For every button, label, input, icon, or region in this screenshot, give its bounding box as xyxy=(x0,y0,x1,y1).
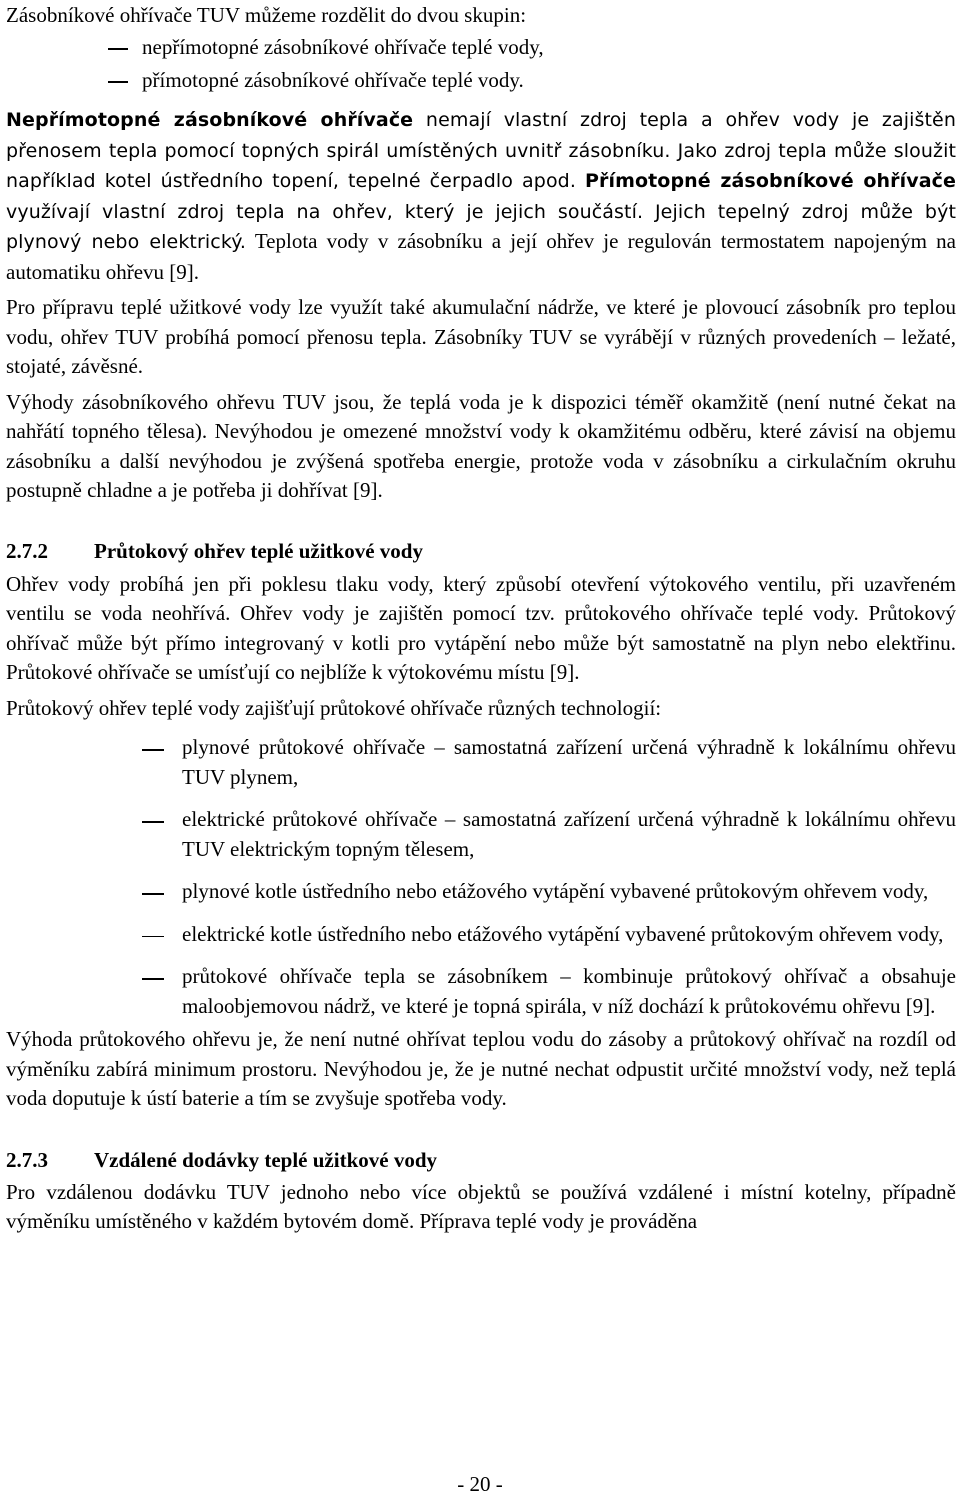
term-indirect-heaters: Nepřímotopné zásobníkové ohřívače xyxy=(6,109,414,131)
section-title: Průtokový ohřev teplé užitkové vody xyxy=(94,538,423,563)
heater-groups-list xyxy=(6,31,956,97)
list-item: plynové průtokové ohřívače – samostatná zařízení určená výhradně k lokálnímu ohřevu TUV plynem, xyxy=(6,733,956,792)
list-item: elektrické kotle ústředního nebo etážového vytápění vybavené průtokovým ohřevem vody, xyxy=(6,920,956,950)
text-span: Jako zdroj tepla může sloužit například kotel ústředního topení, tepelné čerpadlo apod. xyxy=(6,139,956,192)
section-heading-2-7-3 xyxy=(6,1145,956,1175)
paragraph-flow-heating: Ohřev vody probíhá jen při poklesu tlaku vody, který způsobí otevření výtokového ventilu, při uzavřeném ventilu se voda neohřívá. Ohřev vody je zajištěn pomocí tzv. průtokového ohřívače teplé vody. Průtokový ohřívač může být přímo integrovaný v kotli pro vytápění nebo může být samostatně na plyn nebo elektřinu. Průtokové ohřívače se umísťují co nejblíže k výtokovému místu [9]. xyxy=(6,571,956,684)
section-title: Vzdálené dodávky teplé užitkové vody xyxy=(94,1147,438,1172)
text-span: využívají vlastní zdroj tepla na ohřev, který je jejich součástí. Jejich tepelný zdroj může být plynový nebo elektrický. xyxy=(6,200,956,253)
list-item: přímotopné zásobníkové ohřívače teplé vody. xyxy=(6,64,956,97)
section-number: 2.7.3 xyxy=(6,1147,48,1172)
text-span: nemají vlastní zdroj tepla a ohřev vody je zajištěn přenosem tepla pomocí topných spirál umístěných uvnitř zásobníku. xyxy=(6,109,956,162)
paragraph-advantages: Výhody zásobníkového ohřevu TUV jsou, že teplá voda je k dispozici téměř okamžitě (není nutné čekat na nahřátí topného tělesa). Nevýhodou je omezené množství vody k okamžitému odběru, které závisí na objemu zásobníku a další nevýhodou je zvýšená spotřeba energie, protože voda v zásobníku a cirkulačním okruhu postupně chladne a je potřeba ji dohřívat [9]. xyxy=(6,389,956,502)
term-direct-heaters: Přímotopné zásobníkové ohřívače xyxy=(584,170,956,192)
intro-lead: Zásobníkové ohřívače TUV můžeme rozdělit do dvou skupin: xyxy=(6,3,527,27)
technologies-list xyxy=(6,733,956,1021)
section-heading-2-7-2 xyxy=(6,536,956,566)
paragraph-remote-supply: Pro vzdálenou dodávku TUV jednoho nebo více objektů se používá vzdálené i místní kotelny, případně výměníku umístěného v každém bytovém domě. Příprava teplé vody je prováděna xyxy=(6,1179,956,1233)
text-span: Teplota vody v zásobníku a její ohřev je regulován termostatem napojeným na automatiku ohřevu [9]. xyxy=(6,229,956,284)
page-number: - 20 - xyxy=(457,1472,503,1496)
list-item: nepřímotopné zásobníkové ohřívače teplé vody, xyxy=(6,31,956,64)
paragraph-accumulation: Pro přípravu teplé užitkové vody lze využít také akumulační nádrže, ve které je plovoucí zásobník pro teplou vodu, ohřev TUV probíhá pomocí přenosu tepla. Zásobníky TUV se vyrábějí v různých provedeních – ležaté, stojaté, závěsné. xyxy=(6,295,956,378)
list-item: plynové kotle ústředního nebo etážového vytápění vybavené průtokovým ohřevem vody, xyxy=(6,877,956,907)
paragraph-flow-advantages: Výhoda průtokového ohřevu je, že není nutné ohřívat teplou vodu do zásoby a průtokový ohřívač na rozdíl od výměníku zabírá minimum prostoru. Nevýhodou je, že je nutné nechat odpustit určité množství vody, než teplá voda doputuje k ústí baterie a tím se zvyšuje spotřeba vody. xyxy=(6,1027,956,1110)
section-number: 2.7.2 xyxy=(6,538,48,563)
list-item: elektrické průtokové ohřívače – samostatná zařízení určená výhradně k lokálnímu ohřevu TUV elektrickým topným tělesem, xyxy=(6,805,956,864)
document-page xyxy=(6,0,956,1237)
paragraph-heater-types xyxy=(6,105,956,287)
list-item: průtokové ohřívače tepla se zásobníkem – kombinuje průtokový ohřívač a obsahuje maloobjemovou nádrž, ve které je topná spirála, v níž dochází k průtokovému ohřevu [9]. xyxy=(6,962,956,1021)
paragraph-technologies-intro: Průtokový ohřev teplé vody zajišťují průtokové ohřívače různých technologií: xyxy=(6,695,662,720)
